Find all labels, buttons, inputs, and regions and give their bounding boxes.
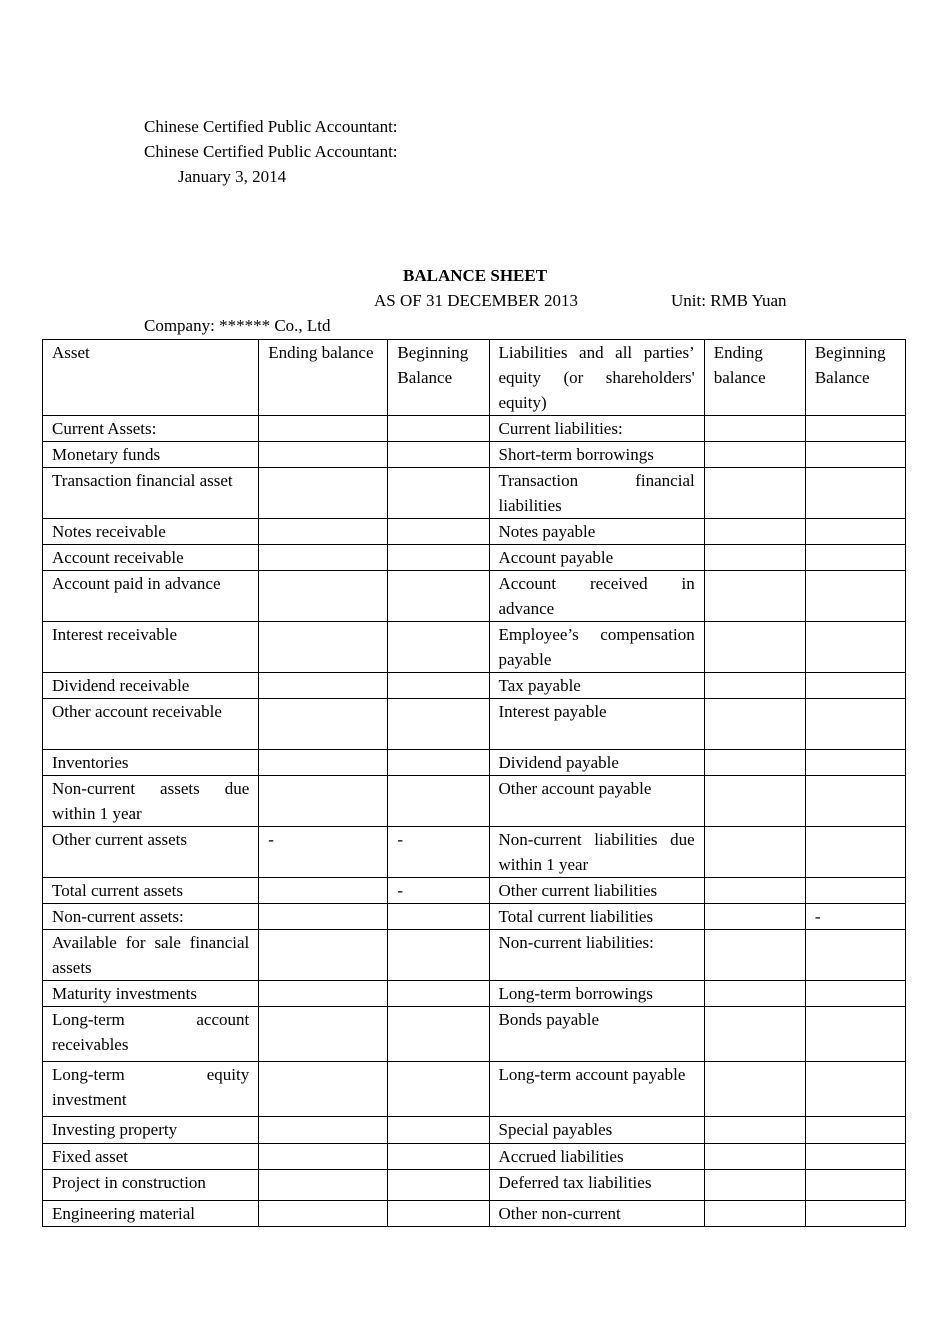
cell-asset-ending-balance	[259, 622, 388, 673]
cell-asset-ending-balance	[259, 1201, 388, 1227]
cell-liability-beginning-balance	[805, 468, 905, 519]
company-name: Company: ****** Co., Ltd	[144, 316, 331, 335]
currency-unit: Unit: RMB Yuan	[671, 291, 787, 310]
table-row	[43, 545, 906, 571]
cell-asset-label: Monetary funds	[43, 442, 259, 468]
cell-asset-ending-balance	[259, 442, 388, 468]
cell-asset-ending-balance	[259, 1144, 388, 1170]
cell-liability-ending-balance	[704, 1170, 805, 1201]
table-row	[43, 930, 906, 981]
table-row	[43, 673, 906, 699]
cell-liability-beginning-balance	[805, 981, 905, 1007]
table-row	[43, 904, 906, 930]
cell-asset-ending-balance	[259, 878, 388, 904]
cell-asset-beginning-balance	[388, 1117, 489, 1144]
cell-asset-beginning-balance: -	[388, 878, 489, 904]
cell-asset-beginning-balance	[388, 750, 489, 776]
cell-asset-beginning-balance	[388, 1062, 489, 1117]
cell-liability-beginning-balance	[805, 1007, 905, 1062]
cell-asset-ending-balance	[259, 673, 388, 699]
cell-liability-beginning-balance	[805, 750, 905, 776]
cell-liability-beginning-balance	[805, 1062, 905, 1117]
cell-asset-beginning-balance	[388, 930, 489, 981]
cell-asset-ending-balance	[259, 776, 388, 827]
table-row	[43, 416, 906, 442]
cell-asset-beginning-balance	[388, 981, 489, 1007]
table-row	[43, 571, 906, 622]
cell-asset-beginning-balance: -	[388, 827, 489, 878]
table-row	[43, 1007, 906, 1062]
signature-date: January 3, 2014	[178, 167, 287, 186]
cell-liability-label: Special payables	[489, 1117, 704, 1144]
cell-liability-ending-balance	[704, 673, 805, 699]
cell-asset-beginning-balance	[388, 519, 489, 545]
cell-liability-ending-balance	[704, 1144, 805, 1170]
cell-liability-beginning-balance	[805, 1201, 905, 1227]
cell-asset-ending-balance	[259, 545, 388, 571]
cell-liability-label: Current liabilities:	[489, 416, 704, 442]
cell-asset-beginning-balance	[388, 699, 489, 750]
table-header-row	[43, 340, 906, 416]
cell-liability-ending-balance	[704, 878, 805, 904]
cell-liability-beginning-balance	[805, 878, 905, 904]
table-row	[43, 519, 906, 545]
cell-liability-label: Interest payable	[489, 699, 704, 750]
cell-asset-beginning-balance	[388, 468, 489, 519]
table-row	[43, 750, 906, 776]
cell-asset-ending-balance	[259, 930, 388, 981]
cell-asset-label: Account receivable	[43, 545, 259, 571]
cell-asset-beginning-balance	[388, 1201, 489, 1227]
table-row	[43, 776, 906, 827]
table-row	[43, 827, 906, 878]
table-row	[43, 699, 906, 750]
cell-liability-beginning-balance	[805, 416, 905, 442]
cell-liability-ending-balance	[704, 571, 805, 622]
cell-asset-beginning-balance	[388, 904, 489, 930]
cell-liability-label: Short-term borrowings	[489, 442, 704, 468]
cell-asset-beginning-balance	[388, 442, 489, 468]
cell-asset-label: Interest receivable	[43, 622, 259, 673]
cell-asset-label: Project in construction	[43, 1170, 259, 1201]
cell-liability-ending-balance	[704, 904, 805, 930]
cell-asset-ending-balance	[259, 519, 388, 545]
cell-liability-label: Non-current liabilities due within 1 year	[489, 827, 704, 878]
cell-asset-ending-balance: -	[259, 827, 388, 878]
cell-liability-beginning-balance	[805, 776, 905, 827]
column-header-asset: Asset	[43, 340, 259, 416]
cell-liability-ending-balance	[704, 827, 805, 878]
cell-asset-ending-balance	[259, 904, 388, 930]
cell-liability-beginning-balance	[805, 1144, 905, 1170]
cell-liability-beginning-balance	[805, 930, 905, 981]
balance-sheet-table	[42, 339, 906, 1227]
table-row	[43, 1117, 906, 1144]
cell-liability-ending-balance	[704, 519, 805, 545]
cell-liability-ending-balance	[704, 750, 805, 776]
cell-asset-ending-balance	[259, 1117, 388, 1144]
cell-asset-label: Transaction financial asset	[43, 468, 259, 519]
cell-liability-label: Non-current liabilities:	[489, 930, 704, 981]
cell-liability-ending-balance	[704, 416, 805, 442]
cell-asset-beginning-balance	[388, 673, 489, 699]
cell-liability-ending-balance	[704, 930, 805, 981]
cell-liability-beginning-balance	[805, 571, 905, 622]
cell-asset-ending-balance	[259, 1007, 388, 1062]
table-row	[43, 1170, 906, 1201]
cell-asset-label: Long-term account receivables	[43, 1007, 259, 1062]
cell-asset-ending-balance	[259, 416, 388, 442]
column-header-liability-ending-balance: Ending balance	[704, 340, 805, 416]
cell-liability-label: Total current liabilities	[489, 904, 704, 930]
cell-liability-ending-balance	[704, 776, 805, 827]
cell-liability-beginning-balance	[805, 827, 905, 878]
cell-liability-label: Other current liabilities	[489, 878, 704, 904]
cell-asset-beginning-balance	[388, 622, 489, 673]
cell-liability-label: Transaction financial liabilities	[489, 468, 704, 519]
table-row	[43, 1201, 906, 1227]
cell-asset-label: Maturity investments	[43, 981, 259, 1007]
table-row	[43, 981, 906, 1007]
cell-asset-ending-balance	[259, 468, 388, 519]
cell-asset-label: Dividend receivable	[43, 673, 259, 699]
cell-asset-beginning-balance	[388, 1170, 489, 1201]
cell-asset-ending-balance	[259, 1170, 388, 1201]
cell-liability-ending-balance	[704, 699, 805, 750]
cell-liability-label: Account payable	[489, 545, 704, 571]
cell-asset-label: Other current assets	[43, 827, 259, 878]
cell-asset-beginning-balance	[388, 1144, 489, 1170]
cell-liability-beginning-balance	[805, 442, 905, 468]
cell-asset-label: Engineering material	[43, 1201, 259, 1227]
cpa-signature-line-2: Chinese Certified Public Accountant:	[144, 142, 398, 161]
cell-liability-label: Deferred tax liabilities	[489, 1170, 704, 1201]
cell-liability-ending-balance	[704, 1062, 805, 1117]
cell-liability-beginning-balance: -	[805, 904, 905, 930]
cell-liability-label: Long-term borrowings	[489, 981, 704, 1007]
cell-asset-label: Long-term equity investment	[43, 1062, 259, 1117]
cell-asset-label: Notes receivable	[43, 519, 259, 545]
column-header-liability-beginning-balance: Beginning Balance	[805, 340, 905, 416]
cell-liability-ending-balance	[704, 442, 805, 468]
cell-liability-beginning-balance	[805, 519, 905, 545]
table-row	[43, 468, 906, 519]
cell-liability-beginning-balance	[805, 622, 905, 673]
cell-asset-beginning-balance	[388, 416, 489, 442]
column-header-liabilities: Liabilities and all parties’ equity (or shareholders' equity)	[489, 340, 704, 416]
cell-liability-ending-balance	[704, 1117, 805, 1144]
cell-liability-label: Employee’s compensation payable	[489, 622, 704, 673]
cell-asset-label: Account paid in advance	[43, 571, 259, 622]
cell-asset-label: Available for sale financial assets	[43, 930, 259, 981]
cell-liability-label: Bonds payable	[489, 1007, 704, 1062]
cell-asset-label: Investing property	[43, 1117, 259, 1144]
cell-liability-beginning-balance	[805, 673, 905, 699]
cell-asset-beginning-balance	[388, 545, 489, 571]
cell-asset-beginning-balance	[388, 571, 489, 622]
cell-liability-ending-balance	[704, 622, 805, 673]
cell-asset-label: Other account receivable	[43, 699, 259, 750]
cell-asset-label: Current Assets:	[43, 416, 259, 442]
cell-liability-label: Dividend payable	[489, 750, 704, 776]
cell-liability-label: Other account payable	[489, 776, 704, 827]
cpa-signature-line-1: Chinese Certified Public Accountant:	[144, 117, 398, 136]
table-row	[43, 442, 906, 468]
cell-asset-label: Non-current assets due within 1 year	[43, 776, 259, 827]
cell-liability-label: Notes payable	[489, 519, 704, 545]
cell-asset-ending-balance	[259, 699, 388, 750]
report-date: AS OF 31 DECEMBER 2013	[374, 291, 579, 310]
cell-liability-beginning-balance	[805, 545, 905, 571]
table-row	[43, 878, 906, 904]
cell-asset-label: Total current assets	[43, 878, 259, 904]
cell-asset-beginning-balance	[388, 1007, 489, 1062]
cell-asset-ending-balance	[259, 571, 388, 622]
cell-liability-ending-balance	[704, 1007, 805, 1062]
cell-asset-ending-balance	[259, 750, 388, 776]
cell-liability-ending-balance	[704, 1201, 805, 1227]
table-row	[43, 1144, 906, 1170]
table-row	[43, 1062, 906, 1117]
cell-liability-label: Other non-current	[489, 1201, 704, 1227]
cell-asset-label: Fixed asset	[43, 1144, 259, 1170]
cell-liability-ending-balance	[704, 468, 805, 519]
column-header-asset-ending-balance: Ending balance	[259, 340, 388, 416]
cell-asset-beginning-balance	[388, 776, 489, 827]
cell-liability-label: Account received in advance	[489, 571, 704, 622]
column-header-asset-beginning-balance: Beginning Balance	[388, 340, 489, 416]
cell-liability-beginning-balance	[805, 1170, 905, 1201]
cell-asset-ending-balance	[259, 981, 388, 1007]
cell-asset-label: Non-current assets:	[43, 904, 259, 930]
cell-liability-beginning-balance	[805, 699, 905, 750]
page-title: BALANCE SHEET	[403, 266, 548, 285]
cell-liability-ending-balance	[704, 545, 805, 571]
cell-liability-ending-balance	[704, 981, 805, 1007]
cell-asset-label: Inventories	[43, 750, 259, 776]
cell-asset-ending-balance	[259, 1062, 388, 1117]
cell-liability-label: Tax payable	[489, 673, 704, 699]
cell-liability-label: Long-term account payable	[489, 1062, 704, 1117]
cell-liability-label: Accrued liabilities	[489, 1144, 704, 1170]
table-row	[43, 622, 906, 673]
cell-liability-beginning-balance	[805, 1117, 905, 1144]
